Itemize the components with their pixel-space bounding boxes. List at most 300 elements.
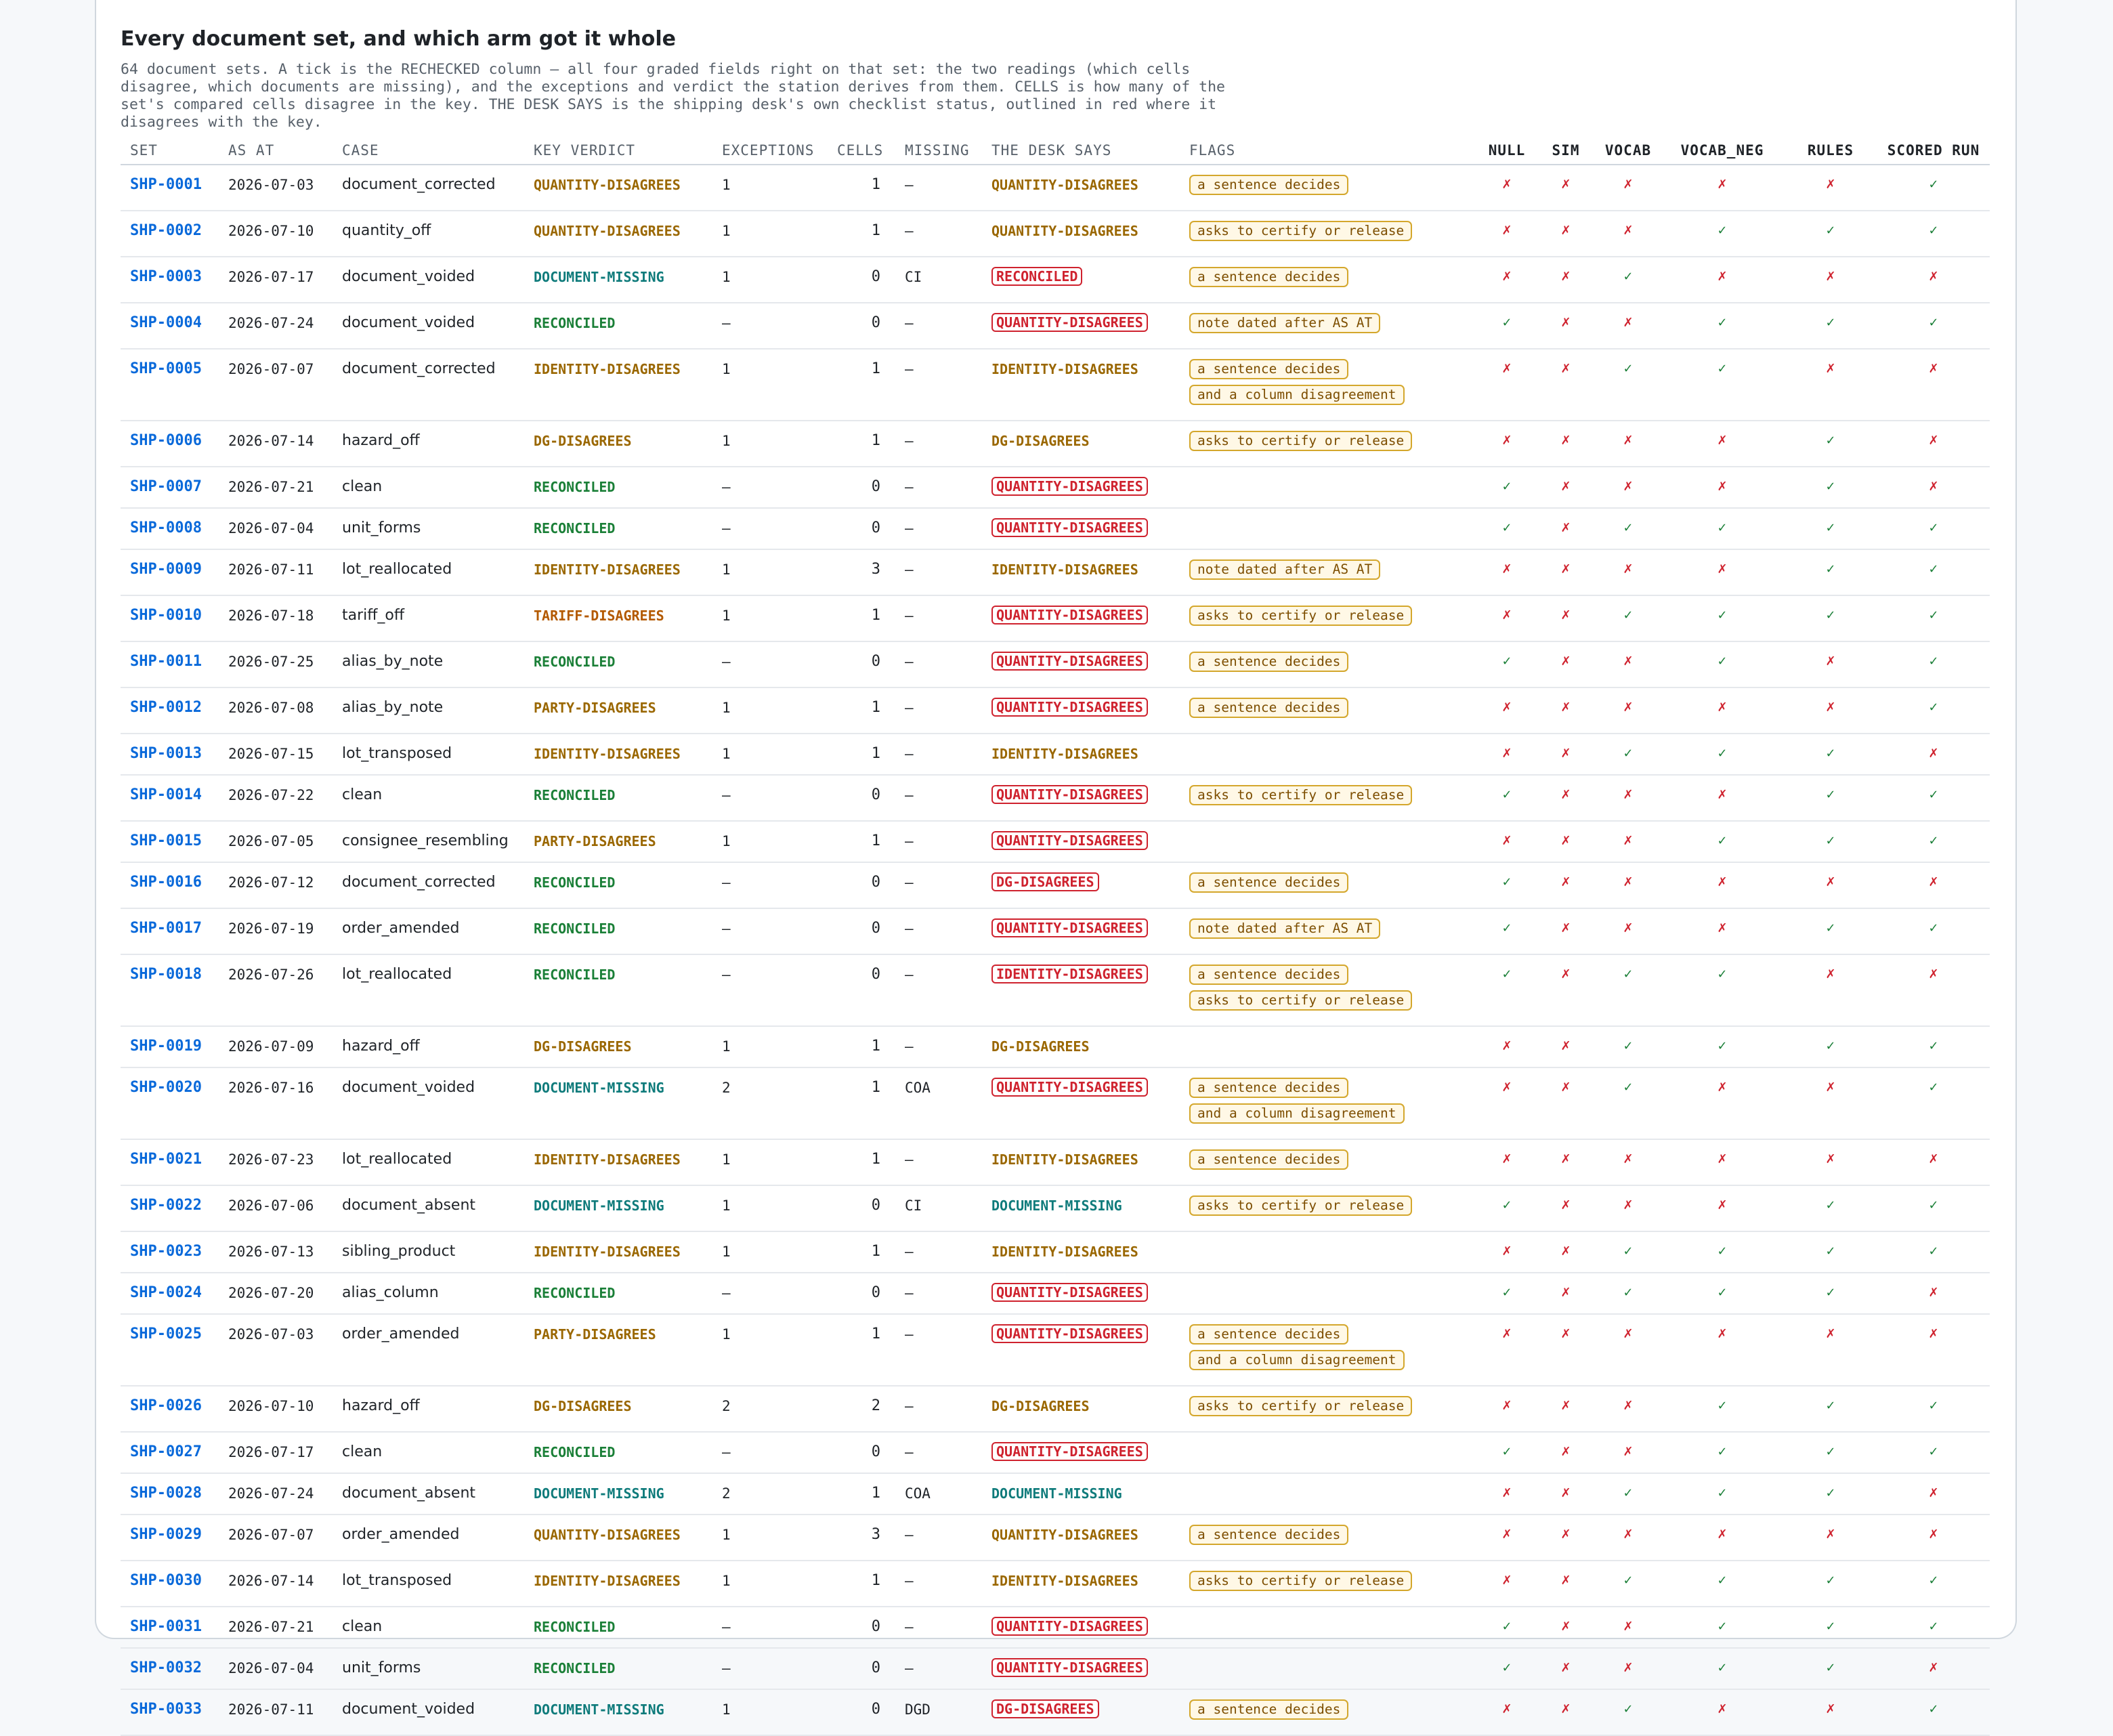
arm-result-null — [1478, 1607, 1536, 1648]
arm-result-rules — [1784, 595, 1877, 641]
arm-result-vocab — [1596, 1386, 1661, 1432]
arm-result-sim — [1536, 508, 1596, 549]
arm-result-null — [1478, 908, 1536, 954]
tick-icon: ✓ — [1825, 316, 1836, 330]
arm-result-scored-run — [1877, 1515, 1990, 1561]
arm-result-sim — [1536, 1026, 1596, 1067]
set-link[interactable]: SHP-0027 — [130, 1443, 202, 1460]
arm-column-header: SCORED RUN — [1877, 138, 1990, 165]
set-cell — [121, 1273, 219, 1314]
cross-icon: ✗ — [1825, 1527, 1836, 1542]
arm-result-sim — [1536, 467, 1596, 508]
set-link[interactable]: SHP-0013 — [130, 745, 202, 762]
set-link[interactable]: SHP-0023 — [130, 1243, 202, 1260]
table-row — [121, 1689, 1990, 1735]
exceptions-cell: 1 — [712, 1515, 828, 1561]
cross-icon: ✗ — [1501, 433, 1512, 448]
set-link[interactable]: SHP-0010 — [130, 607, 202, 624]
key-verdict-cell — [524, 1607, 712, 1648]
cross-icon: ✗ — [1623, 875, 1634, 889]
cross-icon: ✗ — [1717, 875, 1728, 889]
tick-icon: ✓ — [1825, 746, 1836, 761]
arm-result-sim — [1536, 165, 1596, 211]
exceptions-cell: 1 — [712, 211, 828, 257]
arm-result-sim — [1536, 641, 1596, 687]
arm-result-null — [1478, 595, 1536, 641]
cells-cell: 0 — [828, 954, 895, 1026]
desk-status-cell — [982, 303, 1180, 349]
exceptions-cell: 1 — [712, 1185, 828, 1231]
set-link[interactable]: SHP-0024 — [130, 1284, 202, 1301]
case-cell: alias_column — [333, 1273, 524, 1314]
desk-status-mismatch: QUANTITY-DISAGREES — [991, 1617, 1148, 1636]
desk-status-cell — [982, 211, 1180, 257]
tick-icon: ✓ — [1717, 521, 1728, 535]
set-cell — [121, 1139, 219, 1185]
table-row — [121, 349, 1990, 421]
set-link[interactable]: SHP-0004 — [130, 314, 202, 331]
set-cell — [121, 1561, 219, 1607]
tick-icon: ✓ — [1717, 362, 1728, 376]
case-cell: consignee_resembling — [333, 821, 524, 862]
arm-result-scored-run — [1877, 1139, 1990, 1185]
arm-result-scored-run — [1877, 1231, 1990, 1273]
verdict-label: IDENTITY-DISAGREES — [534, 1573, 681, 1589]
arm-result-vocab — [1596, 467, 1661, 508]
key-verdict-cell — [524, 211, 712, 257]
tick-icon: ✓ — [1825, 1039, 1836, 1053]
set-link[interactable]: SHP-0031 — [130, 1618, 202, 1635]
cells-cell: 1 — [828, 349, 895, 421]
arm-result-vocab-neg — [1661, 1231, 1784, 1273]
arm-result-null — [1478, 1689, 1536, 1735]
table-row — [121, 1386, 1990, 1432]
arm-result-sim — [1536, 1432, 1596, 1473]
exceptions-cell: 2 — [712, 1386, 828, 1432]
verdict-label: RECONCILED — [534, 787, 616, 803]
desk-status-mismatch: QUANTITY-DISAGREES — [991, 698, 1148, 717]
desk-status-mismatch: QUANTITY-DISAGREES — [991, 1283, 1148, 1302]
set-link[interactable]: SHP-0014 — [130, 786, 202, 803]
tick-icon: ✓ — [1928, 1198, 1939, 1212]
cells-cell: 1 — [828, 1139, 895, 1185]
desk-status-mismatch: QUANTITY-DISAGREES — [991, 477, 1148, 496]
column-header: CELLS — [828, 138, 895, 165]
arm-result-rules — [1784, 1067, 1877, 1139]
tick-icon: ✓ — [1717, 224, 1728, 238]
set-cell — [121, 549, 219, 595]
flag-badge: a sentence decides — [1189, 1525, 1348, 1545]
cells-cell: 0 — [828, 1607, 895, 1648]
arm-result-rules — [1784, 1386, 1877, 1432]
cross-icon: ✗ — [1717, 270, 1728, 284]
arm-result-vocab-neg — [1661, 775, 1784, 821]
arm-result-sim — [1536, 257, 1596, 303]
key-verdict-cell — [524, 508, 712, 549]
arm-result-null — [1478, 1314, 1536, 1386]
arm-result-rules — [1784, 1185, 1877, 1231]
set-link[interactable]: SHP-0022 — [130, 1197, 202, 1214]
table-row — [121, 1185, 1990, 1231]
arm-result-scored-run — [1877, 303, 1990, 349]
key-verdict-cell — [524, 349, 712, 421]
desk-status-mismatch: QUANTITY-DISAGREES — [991, 518, 1148, 537]
as-at-cell: 2026-07-06 — [219, 1185, 333, 1231]
key-verdict-cell — [524, 1386, 712, 1432]
arm-result-scored-run — [1877, 1607, 1990, 1648]
arm-result-vocab — [1596, 1273, 1661, 1314]
case-cell: lot_transposed — [333, 1561, 524, 1607]
cross-icon: ✗ — [1825, 654, 1836, 669]
flag-badge: asks to certify or release — [1189, 785, 1412, 805]
tick-icon: ✓ — [1717, 1286, 1728, 1300]
desk-status-mismatch: QUANTITY-DISAGREES — [991, 918, 1148, 937]
cross-icon: ✗ — [1560, 921, 1571, 935]
case-cell: clean — [333, 775, 524, 821]
tick-icon: ✓ — [1928, 521, 1939, 535]
as-at-cell: 2026-07-26 — [219, 954, 333, 1026]
cross-icon: ✗ — [1560, 562, 1571, 576]
case-cell: lot_transposed — [333, 734, 524, 775]
desk-status: IDENTITY-DISAGREES — [991, 562, 1138, 578]
verdict-label: DOCUMENT-MISSING — [534, 1080, 664, 1096]
desk-status: QUANTITY-DISAGREES — [991, 223, 1138, 239]
cross-icon: ✗ — [1560, 1152, 1571, 1166]
exceptions-cell: — — [712, 908, 828, 954]
set-link[interactable]: SHP-0016 — [130, 874, 202, 891]
desk-status-cell — [982, 165, 1180, 211]
tick-icon: ✓ — [1825, 608, 1836, 622]
desk-status-cell — [982, 349, 1180, 421]
set-link[interactable]: SHP-0018 — [130, 966, 202, 983]
desk-status-cell — [982, 1561, 1180, 1607]
arm-result-vocab-neg — [1661, 1026, 1784, 1067]
set-link[interactable]: SHP-0019 — [130, 1038, 202, 1055]
set-cell — [121, 1026, 219, 1067]
desk-status-cell — [982, 1273, 1180, 1314]
arm-result-rules — [1784, 1273, 1877, 1314]
set-link[interactable]: SHP-0012 — [130, 699, 202, 716]
desk-status-mismatch: QUANTITY-DISAGREES — [991, 1658, 1148, 1677]
flags-cell — [1180, 1432, 1478, 1473]
set-link[interactable]: SHP-0001 — [130, 176, 202, 193]
set-link[interactable]: SHP-0028 — [130, 1485, 202, 1502]
set-link[interactable]: SHP-0021 — [130, 1151, 202, 1168]
table-row — [121, 954, 1990, 1026]
flag-badge: a sentence decides — [1189, 965, 1348, 985]
set-link[interactable]: SHP-0002 — [130, 222, 202, 239]
arm-result-sim — [1536, 1386, 1596, 1432]
flag-badge: and a column disagreement — [1189, 1103, 1405, 1124]
desk-status-mismatch: RECONCILED — [991, 267, 1082, 286]
arm-result-vocab-neg — [1661, 1561, 1784, 1607]
table-row — [121, 1067, 1990, 1139]
exceptions-cell: 1 — [712, 734, 828, 775]
set-link[interactable]: SHP-0015 — [130, 832, 202, 849]
arm-result-vocab — [1596, 303, 1661, 349]
flags-cell — [1180, 1607, 1478, 1648]
arm-result-null — [1478, 1026, 1536, 1067]
arm-result-null — [1478, 1386, 1536, 1432]
arm-result-rules — [1784, 954, 1877, 1026]
arm-result-null — [1478, 1139, 1536, 1185]
cells-cell: 0 — [828, 1273, 895, 1314]
desk-status-cell — [982, 1386, 1180, 1432]
set-link[interactable]: SHP-0030 — [130, 1572, 202, 1589]
flags-cell — [1180, 1314, 1478, 1386]
arm-result-vocab — [1596, 862, 1661, 908]
cross-icon: ✗ — [1825, 1327, 1836, 1341]
as-at-cell: 2026-07-14 — [219, 421, 333, 467]
missing-cell: DGD — [895, 1689, 982, 1735]
arm-result-null — [1478, 687, 1536, 734]
arm-result-rules — [1784, 508, 1877, 549]
arm-result-null — [1478, 734, 1536, 775]
set-cell — [121, 954, 219, 1026]
arm-result-null — [1478, 211, 1536, 257]
desk-status-cell — [982, 641, 1180, 687]
exceptions-cell: 1 — [712, 257, 828, 303]
arm-result-null — [1478, 165, 1536, 211]
set-cell — [121, 1515, 219, 1561]
cells-cell: 0 — [828, 862, 895, 908]
as-at-cell: 2026-07-18 — [219, 595, 333, 641]
arm-result-scored-run — [1877, 821, 1990, 862]
desk-status: IDENTITY-DISAGREES — [991, 746, 1138, 762]
tick-icon: ✓ — [1501, 521, 1512, 535]
cross-icon: ✗ — [1501, 1573, 1512, 1588]
flags-cell — [1180, 687, 1478, 734]
arm-column-header: VOCAB — [1596, 138, 1661, 165]
missing-cell: — — [895, 775, 982, 821]
arm-result-vocab — [1596, 1231, 1661, 1273]
arm-result-null — [1478, 1561, 1536, 1607]
cells-cell: 0 — [828, 1432, 895, 1473]
key-verdict-cell — [524, 1139, 712, 1185]
arm-column-header: NULL — [1478, 138, 1536, 165]
arm-result-scored-run — [1877, 211, 1990, 257]
cells-cell: 3 — [828, 549, 895, 595]
arm-result-vocab — [1596, 1561, 1661, 1607]
verdict-label: DG-DISAGREES — [534, 1038, 632, 1055]
arm-result-vocab-neg — [1661, 549, 1784, 595]
tick-icon: ✓ — [1623, 1286, 1634, 1300]
cross-icon: ✗ — [1623, 1152, 1634, 1166]
flag-badge: a sentence decides — [1189, 698, 1348, 718]
set-link[interactable]: SHP-0029 — [130, 1526, 202, 1543]
flags-cell — [1180, 1386, 1478, 1432]
cross-icon: ✗ — [1623, 433, 1634, 448]
flags-cell — [1180, 1231, 1478, 1273]
column-header: CASE — [333, 138, 524, 165]
missing-cell: — — [895, 1386, 982, 1432]
cross-icon: ✗ — [1501, 1039, 1512, 1053]
verdict-label: TARIFF-DISAGREES — [534, 608, 664, 624]
cross-icon: ✗ — [1825, 270, 1836, 284]
set-link[interactable]: SHP-0033 — [130, 1701, 202, 1718]
cross-icon: ✗ — [1560, 967, 1571, 981]
arm-result-sim — [1536, 1473, 1596, 1515]
arm-result-vocab — [1596, 1139, 1661, 1185]
arm-result-scored-run — [1877, 954, 1990, 1026]
missing-cell: — — [895, 862, 982, 908]
arm-result-sim — [1536, 595, 1596, 641]
exceptions-cell: 1 — [712, 687, 828, 734]
key-verdict-cell — [524, 687, 712, 734]
arm-result-vocab — [1596, 1314, 1661, 1386]
set-link[interactable]: SHP-0003 — [130, 268, 202, 285]
arm-result-vocab-neg — [1661, 734, 1784, 775]
cells-cell: 1 — [828, 1026, 895, 1067]
set-link[interactable]: SHP-0005 — [130, 360, 202, 377]
set-link[interactable]: SHP-0009 — [130, 561, 202, 578]
set-cell — [121, 1648, 219, 1689]
cross-icon: ✗ — [1560, 1286, 1571, 1300]
arm-result-vocab — [1596, 821, 1661, 862]
cross-icon: ✗ — [1717, 700, 1728, 715]
flag-badge: a sentence decides — [1189, 359, 1348, 379]
case-cell: hazard_off — [333, 1386, 524, 1432]
cross-icon: ✗ — [1560, 521, 1571, 535]
cross-icon: ✗ — [1623, 177, 1634, 192]
cross-icon: ✗ — [1717, 921, 1728, 935]
case-cell: tariff_off — [333, 595, 524, 641]
exceptions-cell: 1 — [712, 821, 828, 862]
set-cell — [121, 1386, 219, 1432]
cross-icon: ✗ — [1560, 1039, 1571, 1053]
arm-result-vocab — [1596, 211, 1661, 257]
set-link[interactable]: SHP-0011 — [130, 653, 202, 670]
verdict-label: DOCUMENT-MISSING — [534, 1198, 664, 1214]
arm-result-rules — [1784, 1607, 1877, 1648]
arm-result-vocab — [1596, 775, 1661, 821]
set-link[interactable]: SHP-0020 — [130, 1079, 202, 1096]
cross-icon: ✗ — [1825, 177, 1836, 192]
cross-icon: ✗ — [1560, 1198, 1571, 1212]
set-cell — [121, 775, 219, 821]
flag-badge: a sentence decides — [1189, 1699, 1348, 1720]
set-cell — [121, 303, 219, 349]
as-at-cell: 2026-07-13 — [219, 1231, 333, 1273]
cross-icon: ✗ — [1501, 1527, 1512, 1542]
arm-result-rules — [1784, 687, 1877, 734]
set-link[interactable]: SHP-0026 — [130, 1397, 202, 1414]
missing-cell: — — [895, 687, 982, 734]
cross-icon: ✗ — [1560, 788, 1571, 802]
set-link[interactable]: SHP-0008 — [130, 520, 202, 536]
desk-status-cell — [982, 467, 1180, 508]
section-title: Every document set, and which arm got it whole — [121, 27, 677, 51]
set-cell — [121, 1607, 219, 1648]
tick-icon: ✓ — [1825, 562, 1836, 576]
cross-icon: ✗ — [1501, 177, 1512, 192]
flag-badge: and a column disagreement — [1189, 1350, 1405, 1370]
arm-result-sim — [1536, 821, 1596, 862]
tick-icon: ✓ — [1501, 921, 1512, 935]
cross-icon: ✗ — [1928, 1152, 1939, 1166]
arm-result-sim — [1536, 862, 1596, 908]
exceptions-cell: 1 — [712, 1139, 828, 1185]
tick-icon: ✓ — [1825, 480, 1836, 494]
arm-result-null — [1478, 1432, 1536, 1473]
verdict-label: DOCUMENT-MISSING — [534, 269, 664, 285]
case-cell: document_corrected — [333, 165, 524, 211]
arm-result-vocab-neg — [1661, 1386, 1784, 1432]
table-row — [121, 1648, 1990, 1689]
arm-result-null — [1478, 1231, 1536, 1273]
set-link[interactable]: SHP-0006 — [130, 432, 202, 449]
arm-result-vocab-neg — [1661, 954, 1784, 1026]
set-link[interactable]: SHP-0025 — [130, 1326, 202, 1342]
tick-icon: ✓ — [1825, 224, 1836, 238]
tick-icon: ✓ — [1501, 788, 1512, 802]
verdict-label: PARTY-DISAGREES — [534, 700, 656, 716]
arm-column-header: RULES — [1784, 138, 1877, 165]
verdict-label: PARTY-DISAGREES — [534, 1326, 656, 1342]
as-at-cell: 2026-07-07 — [219, 349, 333, 421]
tick-icon: ✓ — [1501, 654, 1512, 669]
case-cell: sibling_product — [333, 1231, 524, 1273]
cross-icon: ✗ — [1623, 316, 1634, 330]
arm-result-scored-run — [1877, 1648, 1990, 1689]
set-link[interactable]: SHP-0017 — [130, 920, 202, 937]
key-verdict-cell — [524, 775, 712, 821]
case-cell: alias_by_note — [333, 641, 524, 687]
set-link[interactable]: SHP-0007 — [130, 478, 202, 495]
flags-cell — [1180, 1139, 1478, 1185]
flag-badge: a sentence decides — [1189, 175, 1348, 195]
desk-status-cell — [982, 1473, 1180, 1515]
tick-icon: ✓ — [1825, 1619, 1836, 1634]
case-cell: clean — [333, 1432, 524, 1473]
cross-icon: ✗ — [1928, 480, 1939, 494]
missing-cell: — — [895, 1026, 982, 1067]
arm-result-vocab — [1596, 734, 1661, 775]
case-cell: alias_by_note — [333, 687, 524, 734]
key-verdict-cell — [524, 1067, 712, 1139]
cross-icon: ✗ — [1560, 177, 1571, 192]
exceptions-cell: 2 — [712, 1067, 828, 1139]
cross-icon: ✗ — [1560, 1244, 1571, 1258]
table-row — [121, 1607, 1990, 1648]
desk-status-cell — [982, 1648, 1180, 1689]
case-cell: unit_forms — [333, 508, 524, 549]
arm-result-vocab — [1596, 641, 1661, 687]
arm-result-sim — [1536, 687, 1596, 734]
table-row — [121, 908, 1990, 954]
section-description: 64 document sets. A tick is the RECHECKED column — all four graded fields right on that set: the two readings (which cells disagree, which documents are missing), and the exceptions and verdict the station derives from them. CELLS is how many of the set's compared cells disagree in the key. THE DESK SAYS is the shipping desk's own checklist status, outlined in red where it disagrees with the key. — [121, 61, 1234, 131]
table-row — [121, 508, 1990, 549]
arm-result-vocab-neg — [1661, 1648, 1784, 1689]
set-link[interactable]: SHP-0032 — [130, 1659, 202, 1676]
tick-icon: ✓ — [1928, 834, 1939, 848]
arm-result-sim — [1536, 1067, 1596, 1139]
exceptions-cell: 1 — [712, 1026, 828, 1067]
desk-status-mismatch: QUANTITY-DISAGREES — [991, 652, 1148, 671]
table-row — [121, 1231, 1990, 1273]
tick-icon: ✓ — [1501, 1286, 1512, 1300]
cross-icon: ✗ — [1501, 700, 1512, 715]
desk-status-mismatch: QUANTITY-DISAGREES — [991, 785, 1148, 804]
tick-icon: ✓ — [1928, 654, 1939, 669]
tick-icon: ✓ — [1501, 1445, 1512, 1459]
set-cell — [121, 1185, 219, 1231]
desk-status-cell — [982, 1607, 1180, 1648]
cross-icon: ✗ — [1825, 700, 1836, 715]
arm-result-rules — [1784, 257, 1877, 303]
desk-status-mismatch: QUANTITY-DISAGREES — [991, 1078, 1148, 1097]
arm-result-rules — [1784, 467, 1877, 508]
